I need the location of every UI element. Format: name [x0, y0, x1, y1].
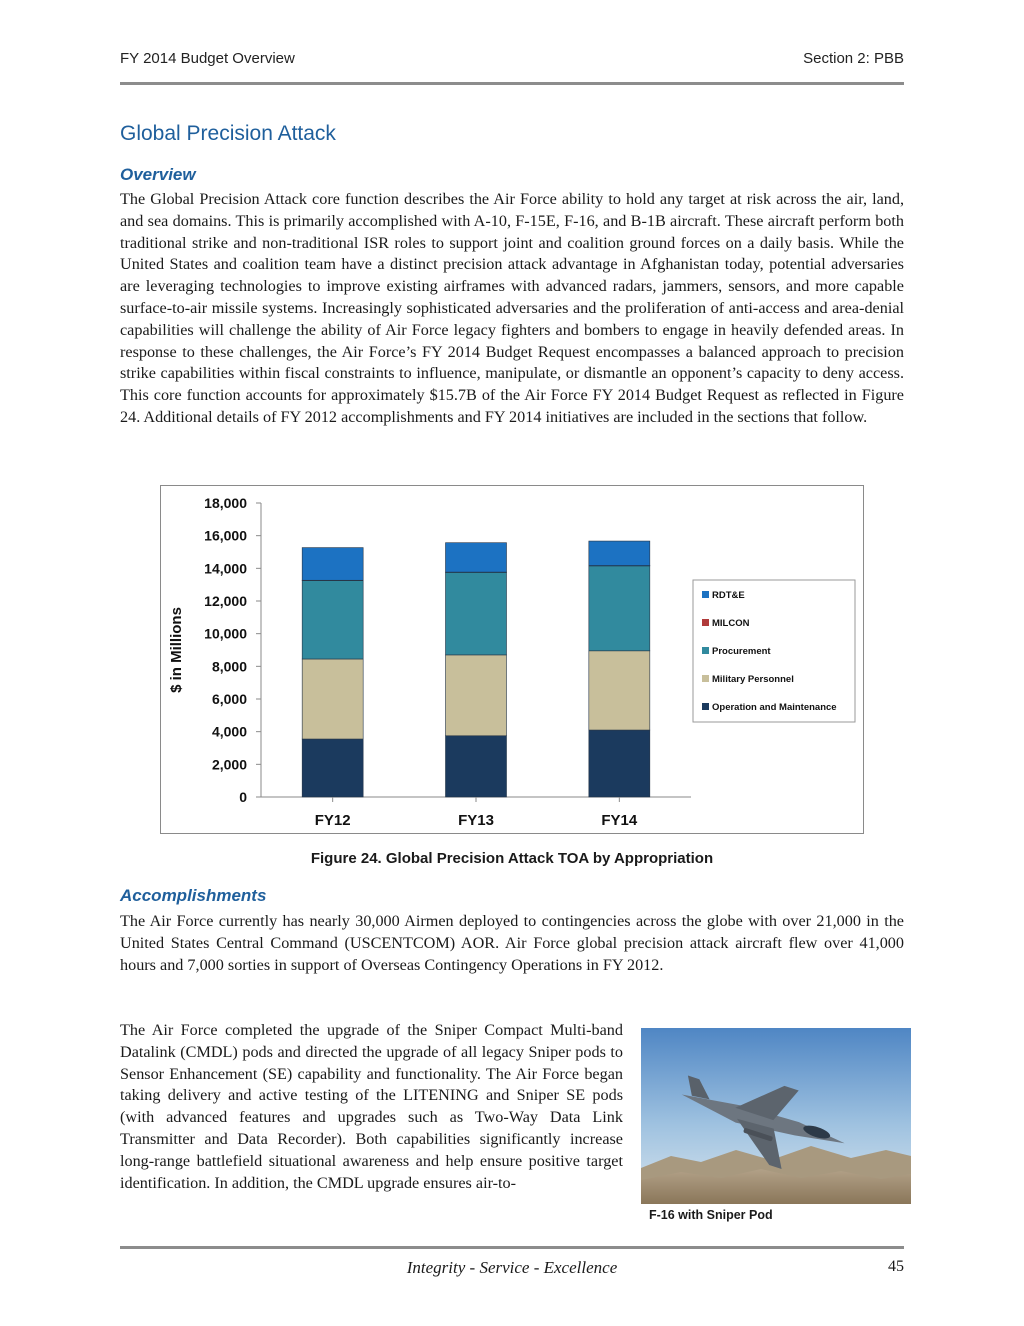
- y-tick-label: 0: [239, 789, 247, 805]
- legend-swatch: [702, 703, 709, 710]
- bar-segment: [302, 581, 363, 659]
- figure-caption: Figure 24. Global Precision Attack TOA by Appropriation: [310, 850, 714, 867]
- y-tick-label: 4,000: [211, 723, 247, 740]
- stacked-bar-chart: [161, 486, 863, 833]
- legend-swatch: [702, 591, 709, 598]
- legend-label: MILCON: [712, 618, 750, 629]
- y-tick-label: 2,000: [211, 756, 247, 773]
- x-tick-label: FY12: [314, 812, 351, 829]
- bar-segment: [589, 730, 650, 797]
- x-tick-label: FY14: [601, 812, 638, 829]
- legend-label: Operation and Maintenance: [712, 702, 837, 713]
- photo-caption: F-16 with Sniper Pod: [649, 1208, 773, 1222]
- x-tick-label: FY13: [458, 812, 494, 829]
- header-divider: [120, 82, 904, 85]
- bar-segment: [446, 655, 507, 736]
- accomplishments-heading: Accomplishments: [120, 886, 267, 905]
- legend-swatch: [702, 619, 709, 626]
- bar-segment: [302, 739, 363, 797]
- legend-label: Military Personnel: [712, 674, 794, 685]
- footer-motto: Integrity - Service - Excellence: [406, 1258, 618, 1277]
- header-left: FY 2014 Budget Overview: [120, 50, 295, 67]
- header-right: Section 2: PBB: [803, 50, 904, 67]
- legend-label: Procurement: [712, 646, 771, 657]
- bar-segment: [302, 548, 363, 581]
- accomplishments-paragraph-1: The Air Force currently has nearly 30,000 Airmen deployed to contingencies across the globe with over 21,000 in the United States Central Command (USCENTCOM) AOR. Air Force global precision attack aircraft flew over 41,000 hours and 7,000 sorties in support of Overseas Contingency Operations in FY 2012.: [120, 912, 904, 974]
- section-title: Global Precision Attack: [120, 122, 336, 145]
- bar-segment: [589, 566, 650, 651]
- legend-swatch: [702, 647, 709, 654]
- footer-divider: [120, 1246, 904, 1249]
- accomplishments-paragraph-2: The Air Force completed the upgrade of the Sniper Compact Multi-band Datalink (CMDL) pods and directed the upgrade of all legacy Sniper pods to Sensor Enhancement (SE) capability and functionality. The Air Force began taking delivery and active testing of the LITENING and Sniper SE pods (with advanced features and upgrades such as Two-Way Data Link Transmitter and Data Recorder). Both capabilities significantly increase long-range battlefield situational awareness and help ensure positive target identification. In addition, the CMDL upgrade ensures air-to-: [120, 1021, 623, 1192]
- y-tick-label: 8,000: [211, 658, 247, 675]
- legend-swatch: [702, 675, 709, 682]
- bar-segment: [446, 736, 507, 797]
- y-tick-label: 16,000: [204, 527, 247, 544]
- bar-segment: [446, 572, 507, 654]
- bar-segment: [589, 651, 650, 730]
- y-tick-label: 10,000: [204, 625, 247, 642]
- f16-photo: [641, 1028, 911, 1204]
- bar-segment: [589, 541, 650, 566]
- bar-segment: [302, 659, 363, 739]
- y-tick-label: 18,000: [204, 495, 247, 511]
- overview-paragraph: The Global Precision Attack core function describes the Air Force ability to hold any target at risk across the air, land, and sea domains. This is primarily accomplished with A-10, F-15E, F-16, and B-1B aircraft. These aircraft perform both traditional strike and non-traditional ISR roles to support joint and coalition ground forces on a daily basis. While the United States and coalition team have a distinct precision attack advantage in Afghanistan today, potential adversaries are leveraging technologies to improve existing airframes with advanced radars, jammers, sensors, and more capable surface-to-air missile systems. Increasingly sophisticated adversaries and the proliferation of anti-access and area-denial capabilities will challenge the ability of Air Force legacy fighters and bombers to engage in heavily defended areas. In response to these challenges, the Air Force’s FY 2014 Budget Request encompasses a balanced approach to precision strike capabilities within fiscal constraints to influence, manipulate, or dismantle an opponent’s capacity to deny access. This core function accounts for approximately $15.7B of the Air Force FY 2014 Budget Request as reflected in Figure 24. Additional details of FY 2012 accomplishments and FY 2014 initiatives are included in the sections that follow.: [120, 190, 904, 426]
- overview-heading: Overview: [120, 165, 196, 184]
- y-tick-label: 14,000: [204, 560, 247, 577]
- bar-segment: [446, 543, 507, 572]
- y-axis-label: $ in Millions: [168, 607, 185, 693]
- y-tick-label: 6,000: [211, 691, 247, 707]
- page-number: 45: [888, 1258, 904, 1275]
- legend-label: RDT&E: [712, 590, 745, 601]
- y-tick-label: 12,000: [204, 593, 247, 609]
- chart-frame: [160, 485, 864, 834]
